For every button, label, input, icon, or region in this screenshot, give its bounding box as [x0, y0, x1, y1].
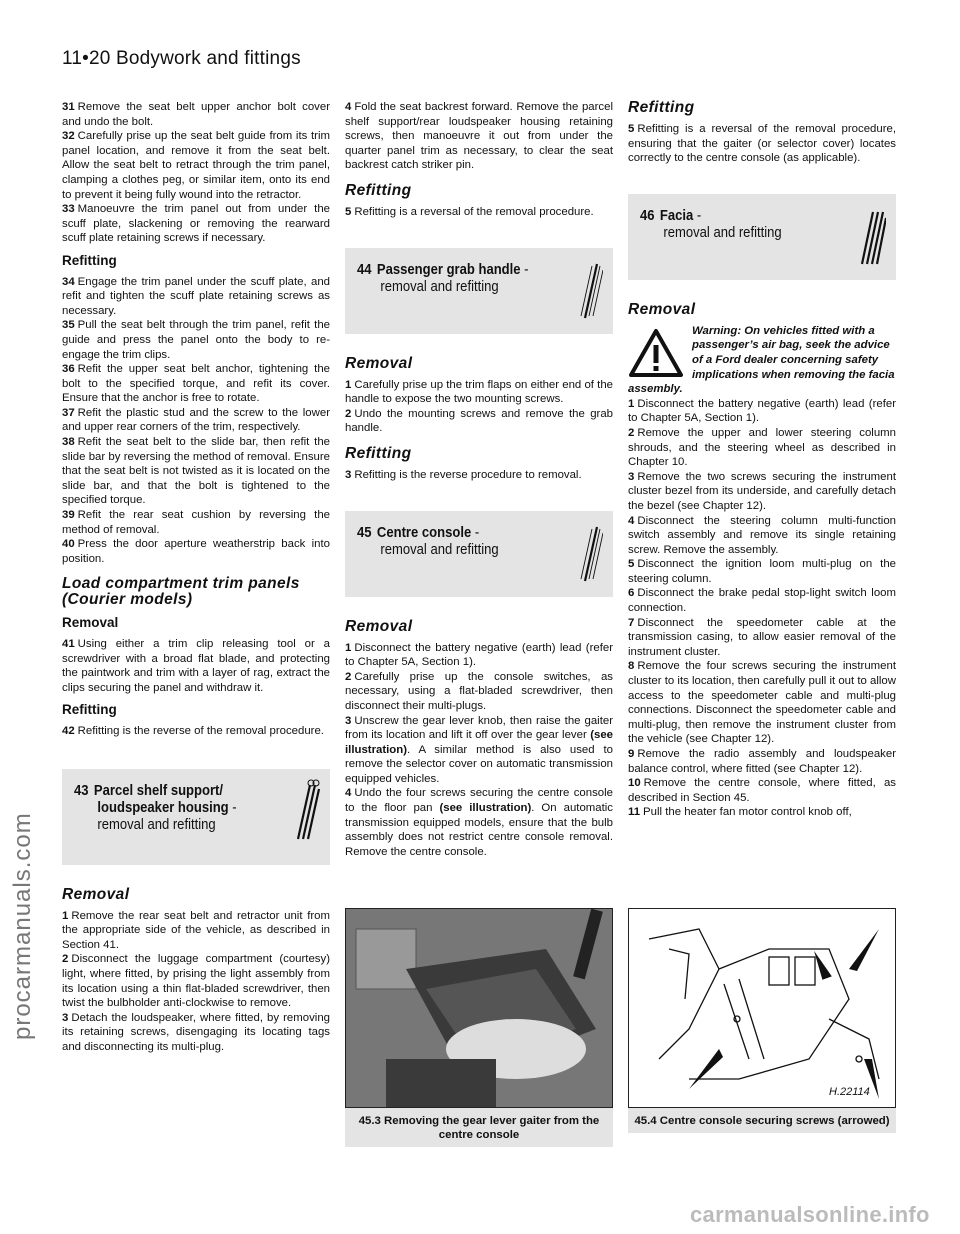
removal-heading: Removal — [62, 615, 119, 631]
para: 2 Disconnect the luggage compartment (courtesy) light, where fitted, by prising the light assembly from its location using a thin flat-bladed screwdriver, then twist the bulbholder anti-clockwise to remove. — [62, 953, 330, 1010]
column-3 — [628, 100, 896, 820]
para: 3 Remove the two screws securing the instrument cluster bezel from its underside, and carefully detach the bezel (see Chapter 12). — [628, 470, 896, 512]
para: 41 Using either a trim clip releasing tool or a screwdriver with a broad flat blade, and protecting the paintwork and trim with a layer of rag, extract the clips securing the panel and withdraw it. — [62, 638, 330, 694]
para: 10 Remove the centre console, where fitted, as described in Section 45. — [628, 777, 896, 804]
para: 33 Manoeuvre the trim panel out from under the scuff plate, slackening or removing the rearward scuff plate retaining screws if necessary. — [62, 203, 330, 245]
section-45-box — [345, 511, 613, 597]
warning-block — [628, 324, 896, 397]
col2-paras-b — [345, 205, 613, 220]
para: 4 Undo the four screws securing the centre console to the floor pan (see illustration). On automatic transmission equipped models, ensure that the bulb assembly does not restrict centre console removal. Remove the centre console. — [345, 787, 614, 858]
para: 2 Undo the mounting screws and remove the grab handle. — [345, 407, 613, 435]
para: 6 Disconnect the brake pedal stop-light switch loom connection. — [628, 587, 896, 615]
para: 38 Refit the seat belt to the slide bar, then refit the slide bar by reversing the method of removal. Ensure that the seat belt is not twisted as it is located on the slide bar, and that the bolt is tightened to the specified torque. — [62, 436, 330, 507]
para: 39 Refit the rear seat cushion by reversing the method of removal. — [62, 509, 330, 536]
column-2 — [345, 100, 613, 859]
col2-paras-a — [345, 100, 613, 173]
figure-caption-45-4: 45.4 Centre console securing screws (arrowed) — [628, 1108, 896, 1133]
difficulty-spanner-icon — [577, 521, 603, 583]
para: 37 Refit the plastic stud and the screw to the lower and upper rear corners of the trim, respectively. — [62, 406, 330, 434]
para: 1 Remove the rear seat belt and retractor unit from the appropriate side of the vehicle, as described in Section 41. — [62, 909, 330, 951]
section-45-title: 45 Centre console - removal and refitting — [357, 524, 499, 558]
section-44-title: 44 Passenger grab handle - removal and refitting — [357, 261, 529, 295]
removal-heading-45: Removal — [345, 617, 413, 635]
side-watermark — [2, 540, 42, 1040]
col2-paras-d — [345, 468, 613, 483]
para: 1 Disconnect the battery negative (earth) lead (refer to Chapter 5A, Section 1). — [628, 397, 896, 425]
para: 7 Disconnect the speedometer cable at the transmission casing, to allow easier removal of the instrument cluster. — [628, 616, 896, 658]
col1-paras-a — [62, 100, 330, 246]
refitting-heading: Refitting — [62, 252, 117, 268]
gear-lever-photo-illustration — [346, 909, 612, 1107]
para: 5 Refitting is a reversal of the removal procedure, ensuring that the gaiter (or selector cover) locates correctly to the centre console (as applicable). — [628, 123, 896, 165]
figure-drawing-code: H.22114 — [829, 1086, 870, 1098]
para: 5 Refitting is a reversal of the removal procedure. — [345, 205, 594, 218]
footer-watermark: carmanualsonline.info — [690, 1202, 930, 1227]
para: 31 Remove the seat belt upper anchor bolt cover and undo the bolt. — [62, 101, 330, 128]
column-1 — [62, 100, 330, 1055]
side-watermark-text: procarmanuals.com — [9, 812, 36, 1040]
gear-lever-gaiter-photo — [345, 908, 613, 1108]
centre-console-line-drawing — [628, 908, 896, 1108]
para: 36 Refit the upper seat belt anchor, tightening the bolt to the specified torque, and refit its cover. Ensure that the anchor is free to rotate. — [62, 363, 330, 405]
refitting-heading: Refitting — [628, 99, 695, 116]
col1-paras-c — [62, 637, 330, 695]
difficulty-spanner-icon — [294, 779, 320, 841]
para: 5 Disconnect the ignition loom multi-plug on the steering column. — [628, 558, 896, 585]
para: 9 Remove the radio assembly and loudspeaker balance control, where fitted (see Chapter 12). — [628, 748, 896, 775]
page-title: 11•20 Bodywork and fittings — [62, 48, 301, 69]
section-44-box — [345, 248, 613, 334]
col3-paras-b — [628, 397, 896, 820]
para: 2 Remove the upper and lower steering column shrouds, and the steering wheel as described in Chapter 10. — [628, 426, 896, 469]
col1-paras-d — [62, 724, 330, 739]
warning-text: Warning: On vehicles fitted with a passenger’s air bag, seek the advice of a Ford dealer concerning safety implications when removing the facia assembly. — [628, 324, 895, 396]
para: 42 Refitting is the reverse of the removal procedure. — [62, 724, 324, 737]
refitting-heading-2: Refitting — [62, 702, 117, 718]
difficulty-spanner-icon — [577, 258, 603, 320]
figure-45-4 — [628, 908, 896, 1133]
para: 1 Disconnect the battery negative (earth) lead (refer to Chapter 5A, Section 1). — [345, 641, 613, 669]
section-43-title: 43 Parcel shelf support/ loudspeaker housing - removal and refitting — [74, 782, 237, 833]
section-46-title: 46 Facia - removal and refitting — [640, 207, 782, 241]
para: 40 Press the door aperture weatherstrip back into position. — [62, 538, 330, 565]
para: 4 Fold the seat backrest forward. Remove the parcel shelf support/rear loudspeaker housing retaining screws, then manoeuvre it out from under the quarter panel trim as necessary, to clear the seat backrest catch striker pin. — [345, 101, 613, 172]
section-43-box — [62, 769, 330, 865]
figure-45-3 — [345, 908, 613, 1147]
refitting-heading: Refitting — [345, 181, 412, 199]
figure-caption-45-3: 45.3 Removing the gear lever gaiter from the centre console — [345, 1108, 613, 1147]
load-compartment-heading: Load compartment trim panels (Courier models) — [62, 575, 300, 609]
para: 2 Carefully prise up the console switches, as necessary, using a flat-bladed screwdriver, then disconnect their multi-plugs. — [345, 670, 613, 712]
col3-paras-a — [628, 122, 896, 166]
removal-heading-46: Removal — [628, 300, 696, 318]
para: 1 Carefully prise up the trim flaps on either end of the handle to expose the two mounting screws. — [345, 378, 613, 406]
para: 3 Refitting is the reverse procedure to removal. — [345, 468, 582, 481]
para: 3 Unscrew the gear lever knob, then raise the gaiter from its location and lift it off over the gear lever (see illustration). A similar method is also used to remove the selector cover on automatic transmission equipped vehicles. — [345, 714, 613, 785]
warning-icon — [628, 328, 684, 378]
para: 3 Detach the loudspeaker, where fitted, by removing its retaining screws, disengaging its locating tags and disconnecting its multi-plug. — [62, 1011, 330, 1053]
para: 35 Pull the seat belt through the trim panel, refit the guide and press the panel onto the body to re-engage the trim clips. — [62, 319, 330, 361]
para: 11 Pull the heater fan motor control knob off, — [628, 806, 852, 819]
para: 4 Disconnect the steering column multi-function switch assembly and remove its single retaining screw. Remove the assembly. — [628, 514, 896, 556]
col2-paras-c — [345, 378, 613, 436]
para: 32 Carefully prise up the seat belt guide from its trim panel location, and remove it from the seat belt. Allow the seat belt to retract through the trim panel, clamping a clothes peg, or similar item, onto its end to prevent it being fully wound into the retractor. — [62, 130, 330, 201]
para: 8 Remove the four screws securing the instrument cluster to its location, then carefully pull it out to allow access to the speedometer cable and multi-plug connections. Disconnect the speedometer cable and multi-plug, then remove the instrument cluster from the vehicle (see Chapter 12). — [628, 660, 896, 746]
removal-heading-43: Removal — [62, 885, 130, 903]
para: 34 Engage the trim panel under the scuff plate, and refit and tighten the scuff plate retaining screws as necessary. — [62, 275, 330, 317]
section-46-box — [628, 194, 896, 280]
col1-paras-e — [62, 909, 330, 1055]
refitting-heading-44: Refitting — [345, 444, 412, 462]
removal-heading-44: Removal — [345, 354, 413, 372]
difficulty-spanner-icon — [860, 204, 886, 266]
centre-console-screws-diagram — [629, 909, 895, 1107]
col1-paras-b — [62, 275, 330, 567]
